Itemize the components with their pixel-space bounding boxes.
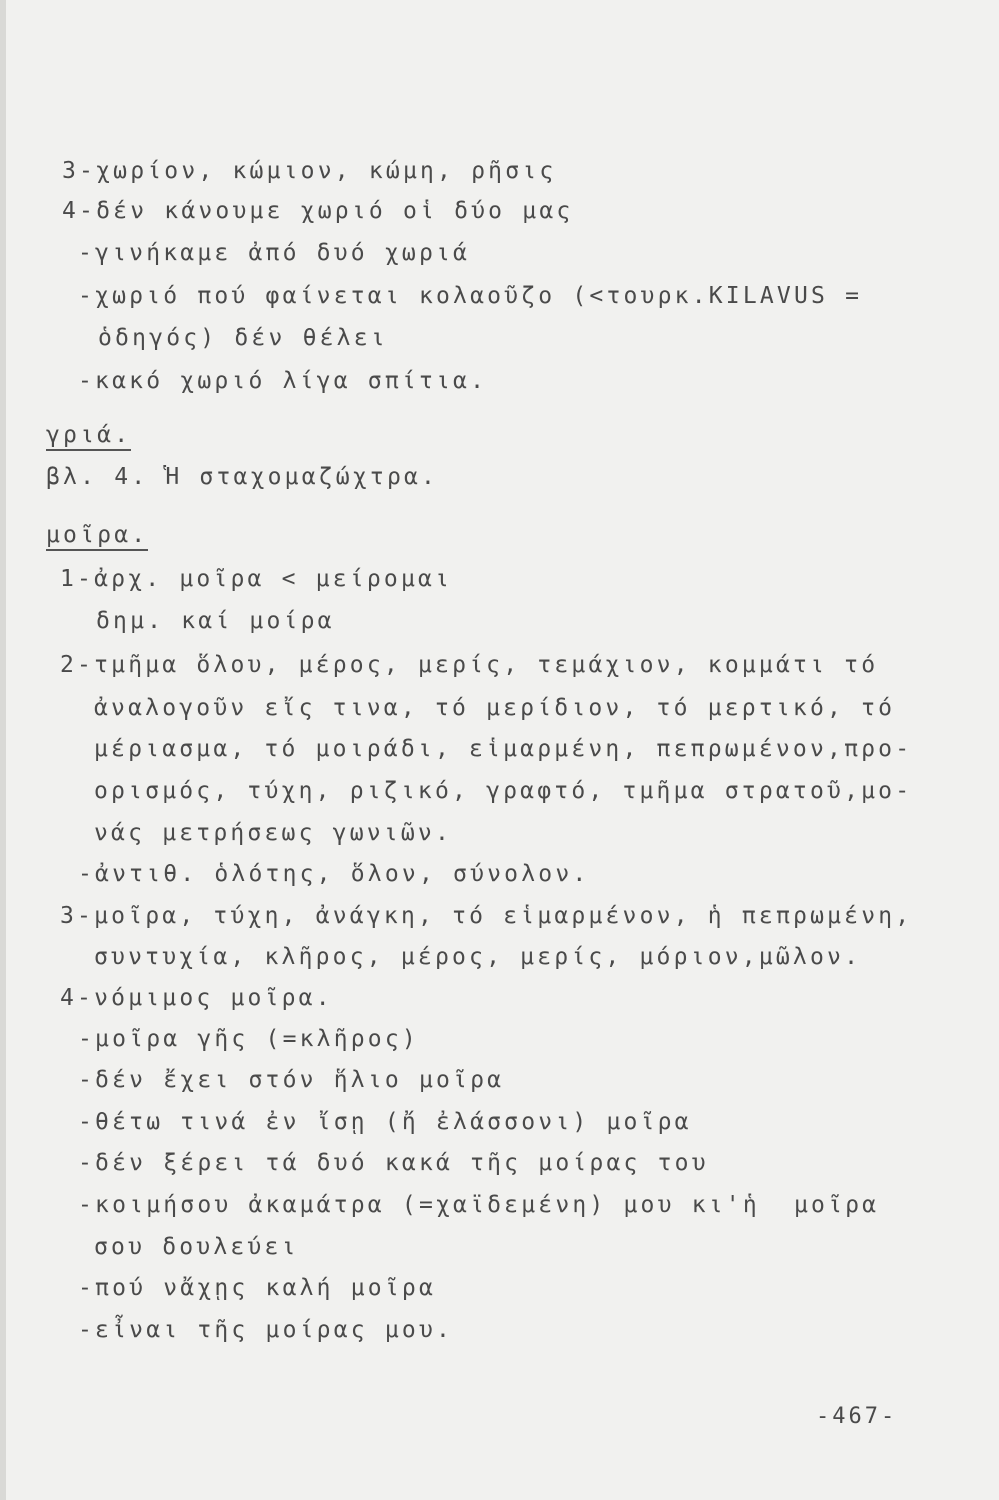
text-line: 4-νόμιμος μοῖρα. — [60, 985, 333, 1011]
text-line: 3-χωρίον, κώμιον, κώμη, ρῆσις — [62, 158, 557, 184]
text-line: -κοιμήσου ἀκαμάτρα (=χαϊδεμένη) μου κι'ἡ μοῖρα — [78, 1192, 880, 1218]
text-line: -γινήκαμε ἀπό δυό χωριά — [78, 240, 471, 266]
text-line: βλ. 4. Ἡ σταχομαζώχτρα. — [46, 464, 439, 490]
text-line: ορισμός, τύχη, ριζικό, γραφτό, τμῆμα στρατοῦ,μο- — [94, 778, 913, 804]
text-line: -εἶναι τῆς μοίρας μου. — [78, 1317, 454, 1343]
entry-heading-moira: μοῖρα. — [46, 524, 148, 551]
text-line: -κακό χωριό λίγα σπίτια. — [78, 368, 488, 394]
text-line: συντυχία, κλῆρος, μέρος, μερίς, μόριον,μῶλον. — [94, 944, 862, 970]
text-line: 1-ἀρχ. μοῖρα < μείρομαι — [60, 566, 453, 592]
text-line: ὁδηγός) δέν θέλει — [98, 325, 388, 351]
text-line: σου δουλεύει — [94, 1234, 299, 1260]
text-line: μέριασμα, τό μοιράδι, εἱμαρμένη, πεπρωμένον,προ- — [94, 736, 913, 762]
text-line: -μοῖρα γῆς (=κλῆρος) — [78, 1026, 419, 1052]
entry-heading-gria: γριά. — [46, 424, 131, 451]
text-line: 3-μοῖρα, τύχη, ἀνάγκη, τό εἱμαρμένον, ἡ πεπρωμένη, — [60, 903, 913, 929]
text-line: -θέτω τινά ἐν ἴσῃ (ἤ ἐλάσσονι) μοῖρα — [78, 1109, 692, 1135]
text-line: -πού νἄχῃς καλή μοῖρα — [78, 1275, 436, 1301]
text-line: 4-δέν κάνουμε χωριό οἱ δύο μας — [62, 198, 574, 224]
text-line: -δέν ἔχει στόν ἥλιο μοῖρα — [78, 1067, 505, 1093]
text-line: -ἀντιθ. ὁλότης, ὅλον, σύνολον. — [78, 861, 590, 887]
text-line: ἀναλογοῦν εἴς τινα, τό μερίδιον, τό μερτικό, τό — [94, 695, 896, 721]
text-line: -δέν ξέρει τά δυό κακά τῆς μοίρας του — [78, 1150, 709, 1176]
text-line: 2-τμῆμα ὅλου, μέρος, μερίς, τεμάχιον, κομμάτι τό — [60, 652, 879, 678]
page-number: -467- — [816, 1404, 898, 1429]
text-line: -χωριό πού φαίνεται κολαοῦζο (<τουρκ.KILAVUS = — [78, 283, 863, 309]
text-line: δημ. καί μοίρα — [96, 608, 335, 634]
text-line: νάς μετρήσεως γωνιῶν. — [94, 820, 452, 846]
page-edge-shadow — [0, 0, 6, 1500]
